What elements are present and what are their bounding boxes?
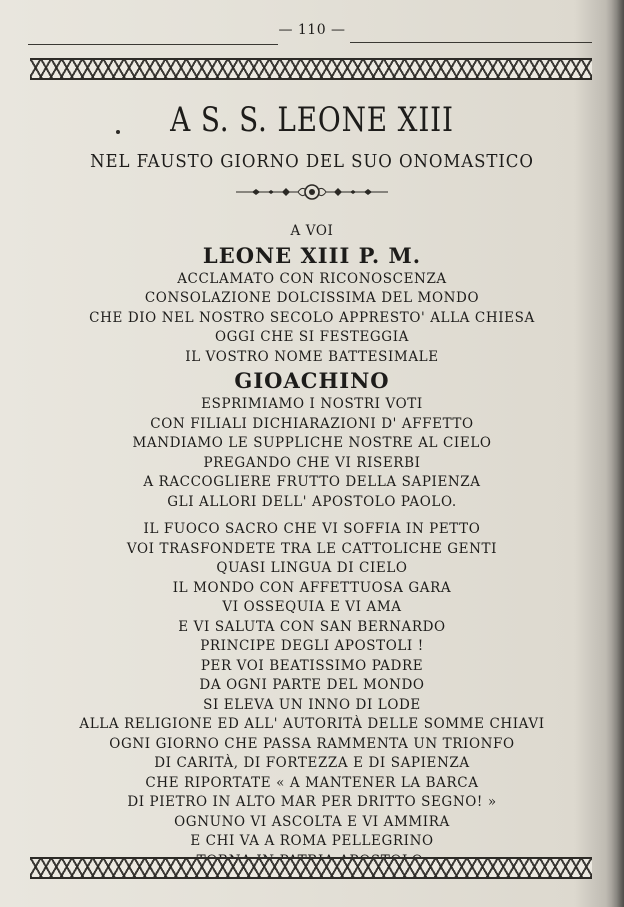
dedication-line: A RACCOGLIERE FRUTTO DELLA SAPIENZA bbox=[143, 474, 481, 490]
dedication-line: ESPRIMIAMO I NOSTRI VOTI bbox=[201, 396, 423, 412]
dedication-line: IL FUOCO SACRO CHE VI SOFFIA IN PETTO bbox=[143, 521, 481, 537]
dedication-line: ACCLAMATO CON RICONOSCENZA bbox=[177, 270, 447, 287]
dedication-line: PER VOI BEATISSIMO PADRE bbox=[200, 657, 424, 674]
dedication-line: OGGI CHE SI FESTEGGIA bbox=[215, 329, 409, 345]
dedication-line: PREGANDO CHE VI RISERBI bbox=[203, 454, 421, 471]
dedication-line: OGNI GIORNO CHE PASSA RAMMENTA UN TRIONFO bbox=[109, 735, 515, 752]
dedication-line: CON FILIALI DICHIARAZIONI D' AFFETTO bbox=[150, 415, 474, 432]
dedication-line: E CHI VA A ROMA PELLEGRINO bbox=[190, 833, 434, 849]
page-number: — 110 — bbox=[278, 22, 346, 38]
dedication-heading-line: GIOACHINO bbox=[234, 368, 390, 393]
dedication-line: MANDIAMO LE SUPPLICHE NOSTRE AL CIELO bbox=[132, 435, 492, 451]
stanza-gap bbox=[30, 512, 594, 520]
dedication-line: GLI ALLORI DELL' APOSTOLO PAOLO. bbox=[167, 493, 457, 510]
ornament-divider bbox=[232, 182, 392, 202]
dedication-line: CHE RIPORTATE « A MANTENER LA BARCA bbox=[145, 774, 479, 791]
dedication-line: IL VOSTRO NOME BATTESIMALE bbox=[185, 348, 439, 365]
dedication-line: VOI TRASFONDETE TRA LE CATTOLICHE GENTI bbox=[126, 540, 498, 557]
dedication-line: CONSOLAZIONE DOLCISSIMA DEL MONDO bbox=[144, 290, 480, 306]
dedication-line: OGNUNO VI ASCOLTA E VI AMMIRA bbox=[174, 813, 450, 830]
header-rule-left bbox=[28, 44, 278, 45]
ornamental-border-bottom bbox=[30, 857, 592, 879]
dedication-line: ALLA RELIGIONE ED ALL' AUTORITÀ DELLE SOMME CHIAVI bbox=[79, 716, 545, 732]
dedication-text bbox=[30, 222, 594, 871]
dedication-line: DI CARITÀ, DI FORTEZZA E DI SAPIENZA bbox=[154, 755, 470, 771]
dedication-line: SI ELEVA UN INNO DI LODE bbox=[203, 696, 421, 713]
page-subtitle: NEL FAUSTO GIORNO DEL SUO ONOMASTICO bbox=[90, 151, 534, 172]
dedication-line: DA OGNI PARTE DEL MONDO bbox=[199, 677, 425, 693]
dedication-heading-line: LEONE XIII P. M. bbox=[202, 242, 422, 268]
dedication-line: PRINCIPE DEGLI APOSTOLI ! bbox=[200, 638, 424, 654]
page-shadow bbox=[606, 0, 624, 907]
dedication-line: VI OSSEQUIA E VI AMA bbox=[222, 599, 402, 615]
dedication-line: A VOI bbox=[290, 223, 334, 239]
page-title: A S. S. LEONE XIII bbox=[170, 100, 454, 140]
dedication-line: E VI SALUTA CON SAN BERNARDO bbox=[178, 618, 446, 635]
page-header bbox=[0, 20, 624, 44]
ornamental-border-top bbox=[30, 58, 592, 80]
dedication-line: IL MONDO CON AFFETTUOSA GARA bbox=[172, 579, 452, 596]
dedication-line: CHE DIO NEL NOSTRO SECOLO APPRESTO' ALLA CHIESA bbox=[89, 309, 535, 326]
dedication-line: DI PIETRO IN ALTO MAR PER DRITTO SEGNO! » bbox=[127, 794, 497, 810]
dedication-line: QUASI LINGUA DI CIELO bbox=[216, 560, 408, 576]
header-rule-right bbox=[350, 42, 592, 43]
